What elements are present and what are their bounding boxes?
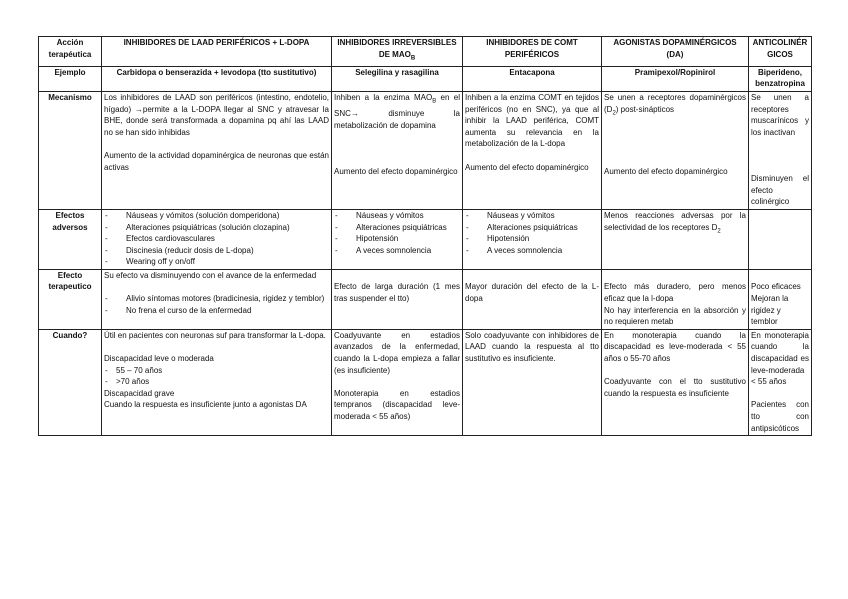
mecanismo-mao: [332, 91, 463, 209]
ejemplo-laad: Carbidopa o benserazida + levodopa (tto sustitutivo): [102, 66, 332, 91]
list-item: - Wearing off y on/off: [104, 256, 329, 268]
header-mao: INHIBIDORES IRREVERSIBLES DE $MAO_B$: [332, 37, 463, 67]
rowhead-cuando: Cuando?: [39, 329, 102, 435]
ejemplo-anticolinergicos: Biperideno, benzatropina: [749, 66, 812, 91]
list-item: - Discinesia (reducir dosis de L-dopa): [104, 245, 329, 257]
cuando-anticolinergicos: En monoterapia cuando la discapacidad es leve-moderada < 55 años Pacientes con tto con antipsicóticos: [749, 329, 812, 435]
terapeutico-agonistas: Efecto más duradero, pero menos eficaz que la l-dopa No hay interferencia en la absorción y no requieren metab: [602, 269, 749, 329]
list-item: - Náuseas y vómitos (solución domperidona): [104, 210, 329, 222]
mecanismo-mao-text: Inhiben a la enzima $MAO_B$ en el SNC→ disminuye la metabolización de dopamina: [334, 92, 460, 130]
adversos-laad: [102, 209, 332, 269]
mecanismo-laad-effect: Aumento de la actividad dopaminérgica de neuronas que están activas: [104, 150, 329, 172]
mecanismo-mao-effect: Aumento del efecto dopaminérgico: [334, 167, 458, 177]
cuando-agonistas: En monoterapia cuando la discapacidad es leve-moderada < 55 años o 55-70 años Coadyuvante con el tto sustitutivo cuando la respuesta es insuficiente: [602, 329, 749, 435]
cuando-comt: Solo coadyuvante con inhibidores de LAAD cuando la respuesta al tto sustitutivo es insuficiente.: [463, 329, 602, 435]
header-accion: Acción terapéutica: [39, 37, 102, 67]
ejemplo-mao: Selegilina y rasagilina: [332, 66, 463, 91]
mecanismo-comt: [463, 91, 602, 209]
adversos-comt: [463, 209, 602, 269]
list-item: - A veces somnolencia: [334, 245, 460, 257]
list-item: - Hipotensión: [465, 233, 599, 245]
row-cuando: [39, 329, 812, 435]
list-item: - Alivio síntomas motores (bradicinesia, rigidez y temblor): [104, 293, 329, 305]
adversos-agonistas: Menos reacciones adversas por la selectividad de los receptores $D_2$: [602, 209, 749, 269]
mecanismo-laad-text: Los inhibidores de LAAD son periféricos (intestino, endotelio, hígado) →permite a la L-DOPA llegar al SNC y atravesar la BHE, donde será transformada a dopamina pq ahí las LAAD no se han sido inhibidas: [104, 92, 329, 137]
list-item: - Náuseas y vómitos: [465, 210, 599, 222]
mecanismo-comt-text: Inhiben a la enzima COMT en tejidos periféricos (no en SNC), ya que al inhibir la LAAD periférica, COMT aumenta su relevancia en la metabolización de la L-dopa: [465, 92, 599, 149]
mecanismo-agonistas: [602, 91, 749, 209]
header-row: [39, 37, 812, 67]
mecanismo-anticolinergicos-text: Se unen a receptores muscarínicos y los inactivan: [751, 92, 809, 137]
adversos-anticolinergicos: [749, 209, 812, 269]
header-anticolinergicos: ANTICOLINÉRGICOS: [749, 37, 812, 67]
ejemplo-agonistas: Pramipexol/Ropinirol: [602, 66, 749, 91]
rowhead-terapeutico: Efecto terapeutico: [39, 269, 102, 329]
rowhead-mecanismo: Mecanismo: [39, 91, 102, 209]
mecanismo-laad: [102, 91, 332, 209]
cuando-laad: Útil en pacientes con neuronas suf para transformar la L-dopa. Discapacidad leve o moderada - 55 – 70 años - >70 años Discapacidad grave Cuando la respuesta es insuficiente junto a agonistas DA: [102, 329, 332, 435]
list-item: - Alteraciones psiquiátricas: [465, 222, 599, 234]
ejemplo-comt: Entacapona: [463, 66, 602, 91]
header-comt: INHIBIDORES DE COMT PERIFÉRICOS: [463, 37, 602, 67]
terapeutico-laad: Su efecto va disminuyendo con el avance de la enfermedad - Alivio síntomas motores (bradicinesia, rigidez y temblor) - No frena el curso de la enfermedad: [102, 269, 332, 329]
terapeutico-comt: Mayor duración del efecto de la L-dopa: [463, 269, 602, 329]
terapeutico-mao: Efecto de larga duración (1 mes tras suspender el tto): [332, 269, 463, 329]
pharmacology-table: [38, 36, 812, 436]
mecanismo-agonistas-effect: Aumento del efecto dopaminérgico: [604, 167, 728, 177]
mecanismo-anticolinergicos: [749, 91, 812, 209]
list-item: - Alteraciones psiquiátricas: [334, 222, 460, 234]
adversos-mao: [332, 209, 463, 269]
cuando-mao: Coadyuvante en estadios avanzados de la enfermedad, cuando la L-dopa empieza a fallar (es insuficiente) Monoterapia en estadios tempranos (discapacidad leve-moderada < 55 años): [332, 329, 463, 435]
list-item: - Efectos cardiovasculares: [104, 233, 329, 245]
header-laad: INHIBIDORES DE LAAD PERIFÉRICOS + L-DOPA: [102, 37, 332, 67]
mecanismo-comt-effect: Aumento del efecto dopaminérgico: [465, 162, 589, 172]
list-item: - Alteraciones psiquiátricas (solución clozapina): [104, 222, 329, 234]
row-mecanismo: [39, 91, 812, 209]
list-item: - A veces somnolencia: [465, 245, 599, 257]
rowhead-ejemplo: Ejemplo: [39, 66, 102, 91]
mecanismo-anticolinergicos-effect: Disminuyen el efecto colinérgico: [751, 174, 809, 207]
row-ejemplo: [39, 66, 812, 91]
header-agonistas: AGONISTAS DOPAMINÉRGICOS (DA): [602, 37, 749, 67]
mecanismo-agonistas-text: Se unen a receptores dopaminérgicos $(D_2)$ post-sinápticos: [604, 92, 746, 117]
list-item: - No frena el curso de la enfermedad: [104, 305, 329, 317]
row-terapeutico: [39, 269, 812, 329]
list-item: - Náuseas y vómitos: [334, 210, 460, 222]
terapeutico-anticolinergicos: Poco eficaces Mejoran la rigidez y temblor: [749, 269, 812, 329]
list-item: - Hipotensión: [334, 233, 460, 245]
row-adversos: [39, 209, 812, 269]
rowhead-adversos: Efectos adversos: [39, 209, 102, 269]
